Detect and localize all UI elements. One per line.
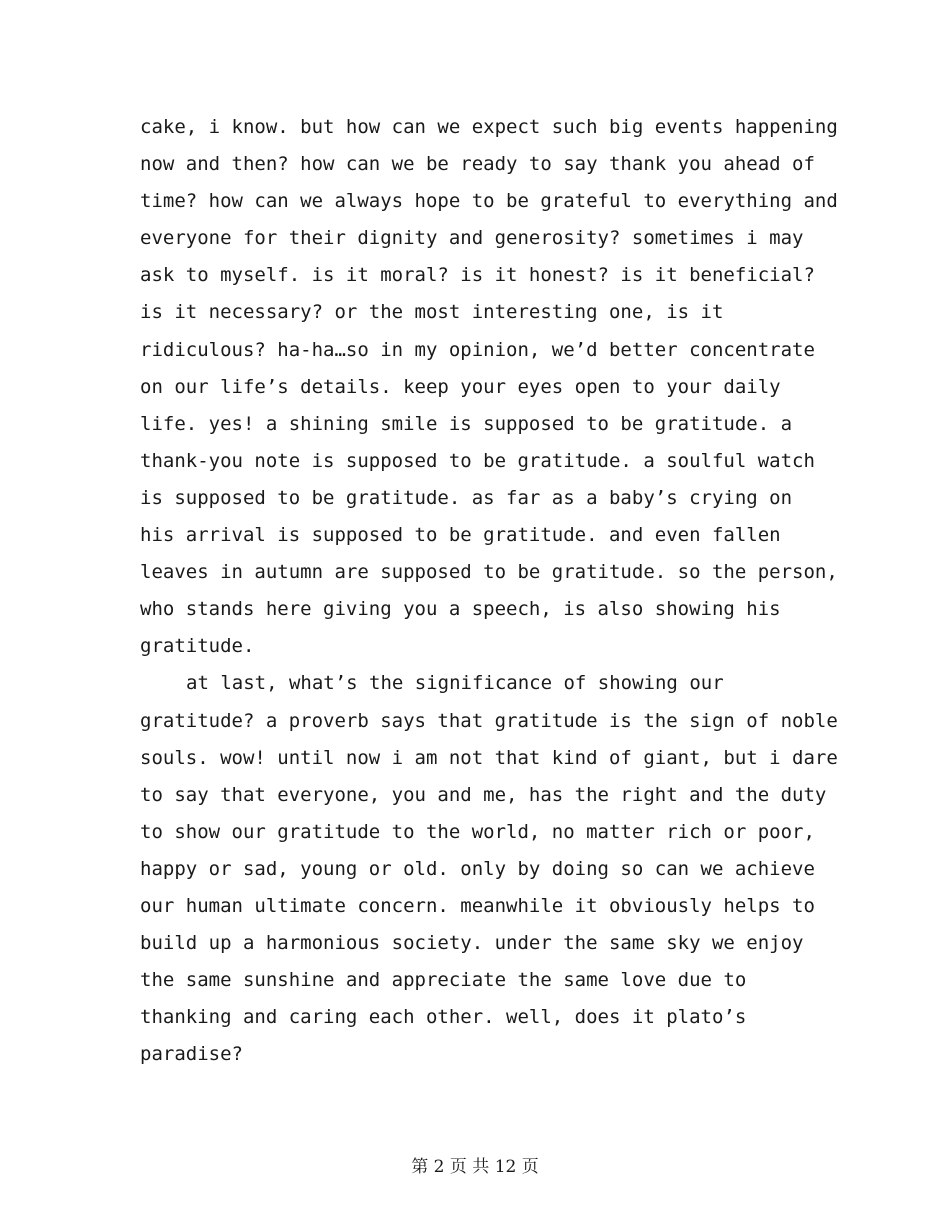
text-line: cake, i know. but how can we expect such big events happening — [140, 116, 838, 138]
text-line: our human ultimate concern. meanwhile it obviously helps to — [140, 894, 815, 917]
text-line: leaves in autumn are supposed to be gratitude. so the person, — [140, 561, 838, 584]
text-line: on our life’s details. keep your eyes open to your daily — [140, 375, 781, 398]
text-line: ask to myself. is it moral? is it honest? is it beneficial? — [140, 264, 815, 287]
text-line: is supposed to be gratitude. as far as a baby’s crying on — [140, 486, 793, 509]
text-line: to say that everyone, you and me, has the right and the duty — [140, 783, 827, 806]
text-line: ridiculous? ha-ha…so in my opinion, we’d better concentrate — [140, 338, 815, 361]
body-text — [140, 109, 838, 1073]
page-footer: 第 2 页 共 12 页 — [411, 1157, 539, 1177]
text-line: build up a harmonious society. under the same sky we enjoy — [140, 932, 804, 955]
text-line: time? how can we always hope to be grateful to everything and — [140, 190, 838, 213]
text-line: is it necessary? or the most interesting one, is it — [140, 301, 724, 324]
text-line: gratitude? a proverb says that gratitude is the sign of noble — [140, 709, 838, 732]
text-line: now and then? how can we be ready to say thank you ahead of — [140, 153, 815, 176]
text-line: the same sunshine and appreciate the same love due to — [140, 969, 747, 992]
text-line: thanking and caring each other. well, does it plato’s — [140, 1006, 747, 1029]
text-line: everyone for their dignity and generosity? sometimes i may — [140, 227, 804, 250]
text-line: happy or sad, young or old. only by doing so can we achieve — [140, 857, 815, 880]
text-line: gratitude. — [140, 635, 255, 658]
text-line: at last, what’s the significance of showing our — [186, 672, 724, 695]
text-line: thank-you note is supposed to be gratitude. a soulful watch — [140, 449, 815, 472]
text-line: paradise? — [140, 1043, 243, 1066]
text-line: who stands here giving you a speech, is also showing his — [140, 598, 781, 621]
text-line: life. yes! a shining smile is supposed to be gratitude. a — [140, 412, 793, 435]
text-line: to show our gratitude to the world, no matter rich or poor, — [140, 820, 815, 843]
text-line: souls. wow! until now i am not that kind of giant, but i dare — [140, 746, 838, 769]
text-line: his arrival is supposed to be gratitude. and even fallen — [140, 524, 781, 547]
